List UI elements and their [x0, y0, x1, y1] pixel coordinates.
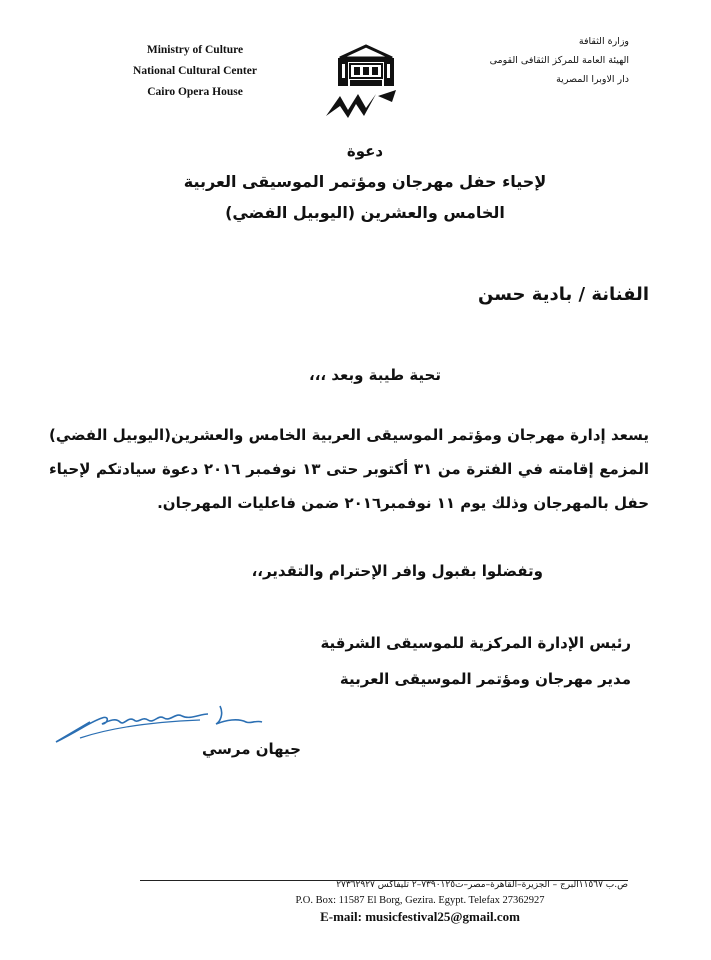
letter-body: يسعد إدارة مهرجان ومؤتمر الموسيقى العربية الخامس والعشرين(اليوبيل الفضي) المزمع إقامته في الفترة من ٣١ أكتوبر حتى ١٣ نوفمبر ٢٠١٦ دعوة سيادتكم لإحياء حفل بالمهرجان وذلك يوم ١١ نوفمبر٢٠١٦ ضمن فاعليات المهرجان. — [49, 426, 649, 512]
signatory-name: جيهان مرسي — [201, 740, 301, 758]
invitation-subtitle: لإحياء حفل مهرجان ومؤتمر الموسيقى العربية — [183, 172, 547, 191]
header-english — [110, 40, 280, 103]
opera-name-en: Cairo Opera House — [147, 86, 243, 98]
closing: وتفضلوا بقبول وافر الإحترام والتقدير،، — [251, 562, 543, 580]
footer-address-en: P.O. Box: 11587 El Borg, Gezira. Egypt. Telefax 27362927 — [295, 895, 545, 906]
signatory-title-1: رئيس الإدارة المركزية للموسيقى الشرقية — [320, 634, 631, 652]
footer-address-ar: ص.ب ١١٥٦٧البرج – الجزيرة–القاهرة–مصر–ت٧٣٩٠١٢٥–٢ تليفاكس ٢٧٣٦٢٩٢٧ — [336, 880, 628, 890]
ministry-name-ar: وزارة الثقافة — [578, 36, 629, 47]
invitation-title: دعوة — [346, 142, 384, 160]
cairo-opera-house-logo — [318, 38, 414, 124]
center-name-en: National Cultural Center — [133, 65, 257, 77]
addressee: الفنانة / بادية حسن — [478, 284, 649, 305]
ministry-name-en: Ministry of Culture — [146, 44, 244, 56]
footer-email: E-mail: musicfestival25@gmail.com — [320, 909, 520, 924]
invitation-subtitle-2: الخامس والعشرين (اليوبيل الفضي) — [225, 203, 505, 222]
signatory-title-2: مدير مهرجان ومؤتمر الموسيقى العربية — [339, 670, 631, 688]
greeting: تحية طيبة وبعد ،،، — [309, 366, 441, 384]
center-name-ar: الهيئة العامة للمركز الثقافى القومى — [489, 55, 629, 66]
header-arabic — [429, 32, 629, 89]
opera-name-ar: دار الاوبرا المصرية — [556, 74, 629, 85]
